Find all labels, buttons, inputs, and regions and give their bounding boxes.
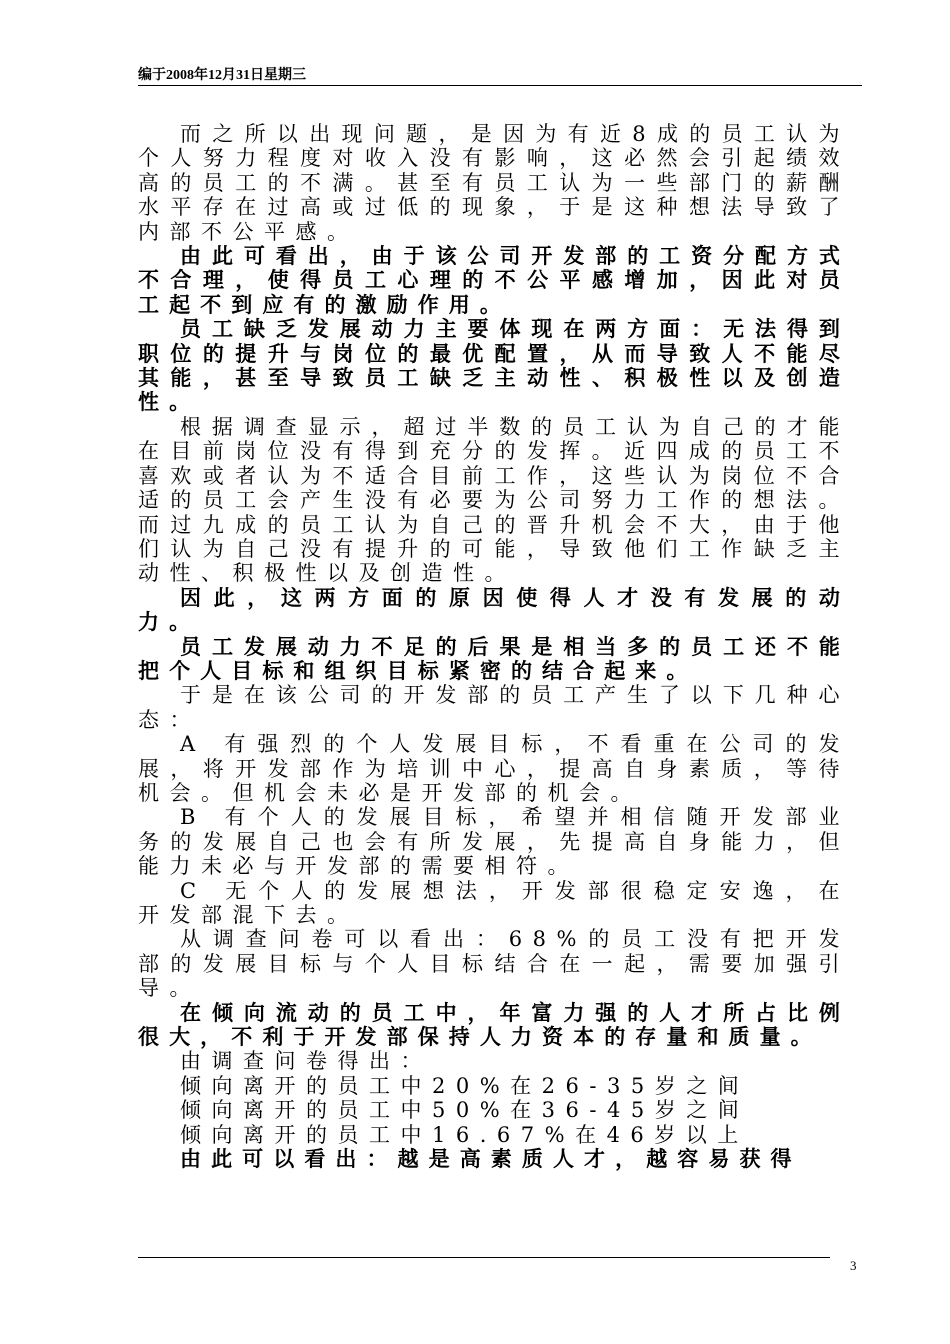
paragraph-bold: 由此可看出，由于该公司开发部的工资分配方式不合理，使得员工心理的不公平感增加，因此对员工起不到应有的激励作用。: [138, 244, 850, 317]
stat-line: 倾向离开的员工中16.67%在46岁以上: [180, 1122, 749, 1147]
paragraph: 由调查问卷得出：: [180, 1049, 432, 1074]
paragraph-bold: 由此可以看出：越是高素质人才，越容易获得: [180, 1147, 802, 1172]
paragraph: 从调查问卷可以看出：68%的员工没有把开发部的发展目标与个人目标结合在一起，需要加强引导。: [138, 927, 850, 1001]
paragraph: 而之所以出现问题，是因为有近8成的员工认为个人努力程度对收入没有影响，这必然会引起绩效高的员工的不满。甚至有员工认为一些部门的薪酬水平存在过高或过低的现象，于是这种想法导致了内部不公平感。: [138, 122, 850, 244]
paragraph-bold: 员工发展动力不足的后果是相当多的员工还不能把个人目标和组织目标紧密的结合起来。: [138, 634, 850, 683]
paragraph: 于是在该公司的开发部的员工产生了以下几种心态：: [138, 683, 850, 732]
list-item-a: A 有强烈的个人发展目标，不看重在公司的发展，将开发部作为培训中心，提高自身素质，等待机会。但机会未必是开发部的机会。: [138, 732, 850, 805]
stat-line: 倾向离开的员工中20%在26-35岁之间: [180, 1073, 750, 1098]
footer-divider: [138, 1257, 830, 1258]
list-item-c: C 无个人的发展想法，开发部很稳定安逸，在开发部混下去。: [138, 878, 850, 927]
paragraph: 根据调查显示，超过半数的员工认为自己的才能在目前岗位没有得到充分的发挥。近四成的员工不喜欢或者认为不适合目前工作，这些认为岗位不合适的员工会产生没有必要为公司努力工作的想法。而过九成的员工认为自己的晋升机会不大，由于他们认为自己没有提升的可能，导致他们工作缺乏主动性、积极性以及创造性。: [138, 414, 850, 586]
page-number: 3: [850, 1258, 857, 1273]
stat-line: 倾向离开的员工中50%在36-45岁之间: [180, 1098, 750, 1123]
paragraph-bold: 员工缺乏发展动力主要体现在两方面：无法得到职位的提升与岗位的最优配置，从而导致人不能尽其能，甚至导致员工缺乏主动性、积极性以及创造性。: [138, 317, 850, 415]
document-body: [138, 122, 850, 1171]
header-divider: [138, 85, 862, 86]
page-header: 编于2008年12月31日星期三: [138, 68, 306, 83]
paragraph-bold: 因此，这两方面的原因使得人才没有发展的动力。: [138, 585, 850, 635]
paragraph-bold: 在倾向流动的员工中，年富力强的人才所占比例很大，不利于开发部保持人力资本的存量和质量。: [138, 1000, 850, 1050]
list-item-b: B 有个人的发展目标，希望并相信随开发部业务的发展自己也会有所发展，先提高自身能力，但能力未必与开发部的需要相符。: [138, 805, 850, 879]
